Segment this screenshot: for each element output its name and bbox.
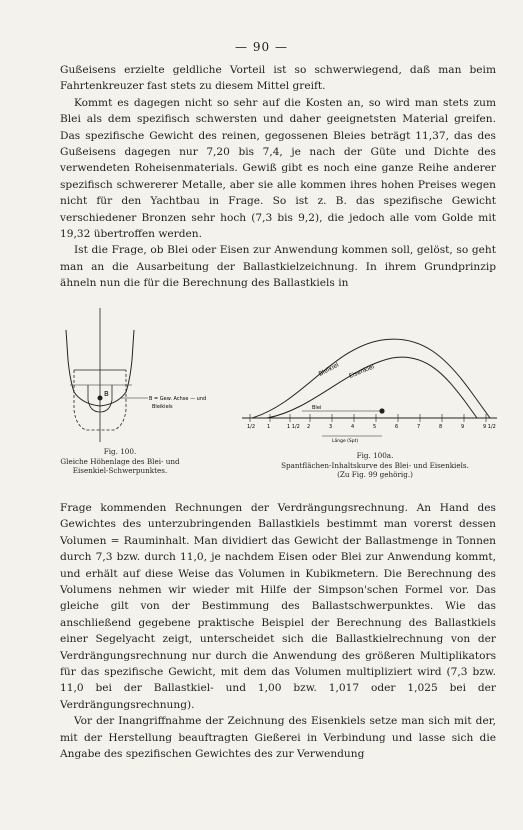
length-label: Länge (Spt) xyxy=(332,439,359,444)
paragraph: Gußeisens erzielte geldliche Vorteil ist so schwerwiegend, daß man beim Fahrtenkreuzer fast stets zu diesem Mittel greift. xyxy=(60,64,496,93)
caption-title: Fig. 100a. xyxy=(356,451,394,460)
lead-curve-label: Bleikiel xyxy=(317,361,341,378)
point-label: B xyxy=(104,390,109,398)
inner-label: Blei xyxy=(312,405,322,411)
station-label: 3 xyxy=(329,424,333,430)
figure-100-caption xyxy=(30,447,210,476)
paragraph: Vor der Inangriffnahme der Zeichnung des Eisenkiels setze man sich mit der, mit der Herstellung beauftragten Gießerei in Verbindung und lasse sich die Angabe des spezifischen Gewichtes des zur Verwendung xyxy=(60,715,496,761)
figure-100a-caption xyxy=(250,451,500,480)
body-text-top xyxy=(60,62,496,292)
iron-curve-label: Eisenkiel xyxy=(348,363,376,380)
annotation-line-2: Bleikiels xyxy=(152,404,173,410)
figure-100a-area-curve xyxy=(232,318,502,448)
paragraph: Ist die Frage, ob Blei oder Eisen zur Anwendung kommen soll, gelöst, so geht man an die Ausarbeitung der Ballastkielzeichnung. In ihrem Grundprinzip ähneln nun die für die Berechnung des Ballastkiels in xyxy=(60,244,496,290)
caption-title: Fig. 100. xyxy=(103,447,137,456)
station-label: 2 xyxy=(307,424,311,430)
body-text-bottom xyxy=(60,500,496,763)
paragraph: Kommt es dagegen nicht so sehr auf die Kosten an, so wird man stets zum Blei als dem spezifisch schwersten und daher geeignetsten Material greifen. Das spezifische Gewicht des reinen, gegossenen Bleies beträgt 11,37, das des Gußeisens dagegen nur 7,20 bis 7,4, je nach der Güte und Dichte des verwendeten Roheisenmaterials. Gewiß gibt es noch eine ganze Reihe anderer spezifisch schwererer Metalle, aber sie alle kommen ihres hohen Preises wegen nicht für den Yachtbau in Frage. So ist z. B. das spezifische Gewicht verschiedener Bronzen sehr hoch (7,3 bis 9,2), die jedoch alle vom Golde mit 19,32 übertroffen werden. xyxy=(60,96,496,241)
caption-line: Gleiche Höhenlage des Blei- und xyxy=(60,456,180,466)
paragraph: Frage kommenden Rechnungen der Verdrängungsrechnung. An Hand des Gewichtes des unterzubringenden Ballastkiels bestimmt man vorerst dessen Volumen = Rauminhalt. Man dividiert das Gewicht der Ballastmenge in Tonnen durch 7,3 bzw. durch 11,0, je nachdem Eisen oder Blei zur Anwendung kommt, und erhält auf diese Weise das Volumen in Kubikmetern. Die Berechnung des Volumens nehmen wir wieder mit Hilfe der Simpson'schen Formel vor. Das gleiche gilt von der Bestimmung des Ballastschwerpunktes. Wie das anschließend gegebene praktische Beispiel der Berechnung des Ballastkiels einer Segelyacht zeigt, unterscheidet sich die Ballastkielrechnung von der Verdrängungsrechnung nur durch die Anwendung des größeren Multiplikators für das spezifische Gewicht, mit dem das Volumen multipliziert wird (7,3 bzw. 11,0 bei der Ballastkiel- und 1,00 bzw. 1,017 oder 1,025 bei der Verdrängungsrechnung). xyxy=(60,502,496,711)
station-label: 1 xyxy=(267,424,271,430)
station-label: 5 xyxy=(373,424,377,430)
station-label: 9 1/2 xyxy=(483,424,496,430)
center-of-gravity-point xyxy=(98,396,103,401)
lead-keel-curve xyxy=(252,339,490,418)
annotation-line-1: B = Gew. Achse — und xyxy=(149,396,207,402)
figure-100-keel-section xyxy=(60,300,207,450)
station-label: 8 xyxy=(439,424,443,430)
caption-line: Spantflächen-Inhaltskurve des Blei- und Eisenkiels. xyxy=(281,460,469,470)
page-number: — 90 — xyxy=(235,40,288,54)
station-label: 9 xyxy=(461,424,465,430)
centroid-point xyxy=(379,408,384,413)
station-label: 4 xyxy=(351,424,355,430)
station-label: 1 1/2 xyxy=(287,424,300,430)
station-labels xyxy=(247,424,496,430)
station-label: 7 xyxy=(417,424,421,430)
station-label: 6 xyxy=(395,424,399,430)
caption-line: (Zu Fig. 99 gehörig.) xyxy=(337,470,413,479)
caption-line: Eisenkiel-Schwerpunktes. xyxy=(72,466,168,475)
station-label: 1/2 xyxy=(247,424,256,430)
